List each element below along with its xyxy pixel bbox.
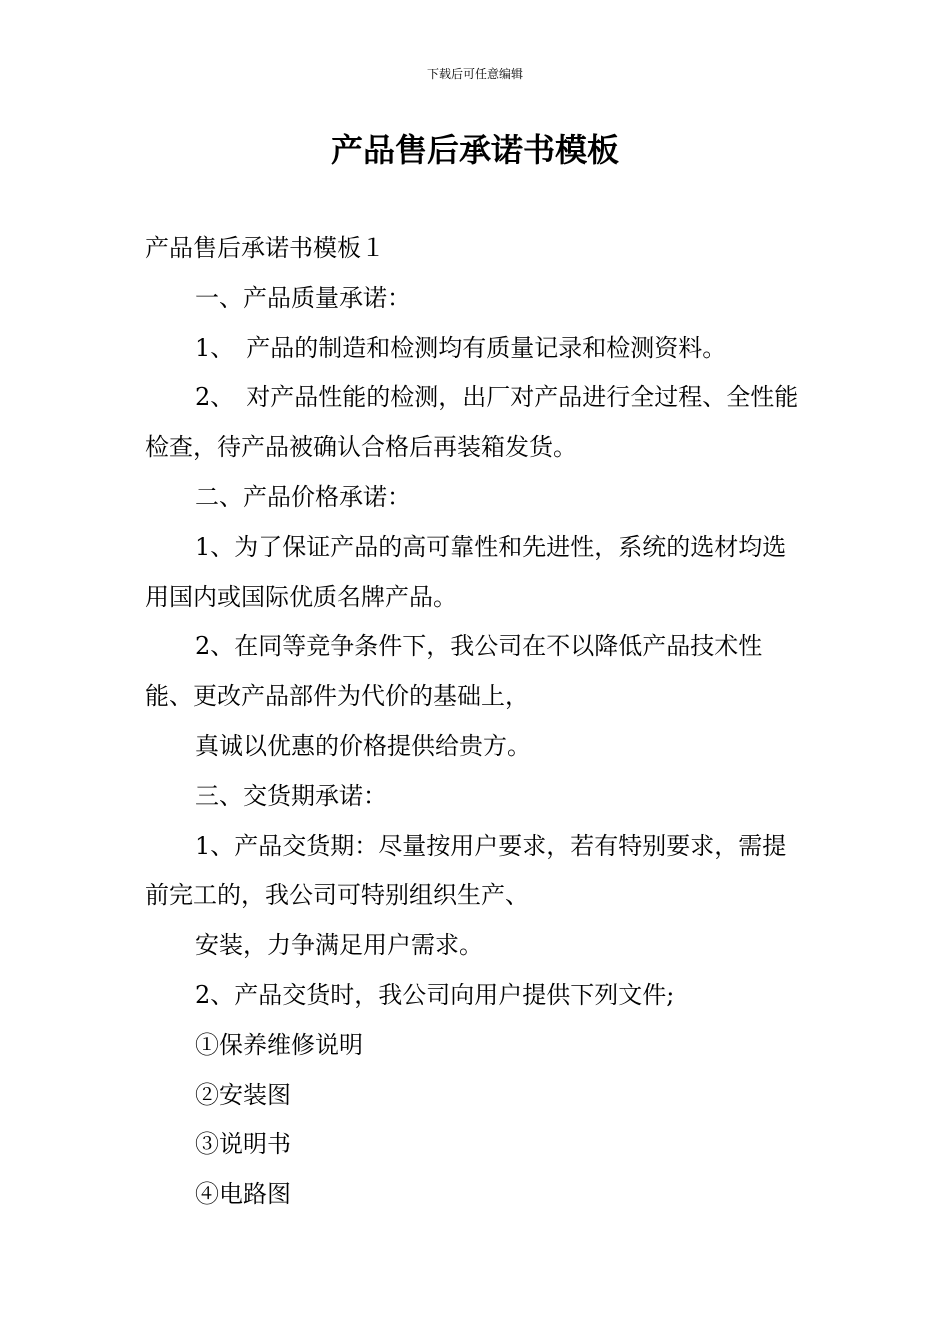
document-title: 产品售后承诺书模板 xyxy=(330,131,619,169)
paragraph: 2、在同等竞争条件下，我公司在不以降低产品技术性能、更改产品部件为代价的基础上， xyxy=(145,632,763,711)
paragraph: 真诚以优惠的价格提供给贵方。 xyxy=(195,731,531,760)
list-item: ①保养维修说明 xyxy=(195,1030,363,1059)
header-note: 下载后可任意编辑 xyxy=(426,67,523,81)
list-item: ③说明书 xyxy=(195,1130,291,1159)
subtitle-paragraph: 产品售后承诺书模板１ xyxy=(145,234,385,262)
paragraph: 2、 对产品性能的检测，出厂对产品进行全过程、全性能检查，待产品被确认合格后再装箱发货。 xyxy=(145,383,799,462)
list-item: ②安装图 xyxy=(195,1080,291,1109)
section-heading-delivery: 三、交货期承诺： xyxy=(195,781,387,810)
paragraph: 1、产品交货期：尽量按用户要求，若有特别要求，需提前完工的，我公司可特别组织生产、 xyxy=(145,831,787,910)
list-item: ④电路图 xyxy=(195,1180,291,1209)
paragraph: 安装，力争满足用户需求。 xyxy=(195,931,483,960)
section-heading-price: 二、产品价格承诺： xyxy=(195,482,411,511)
section-heading-quality: 一、产品质量承诺： xyxy=(195,283,411,312)
paragraph: 1、 产品的制造和检测均有质量记录和检测资料。 xyxy=(195,333,727,362)
document-body xyxy=(145,224,807,1220)
paragraph: 2、产品交货时，我公司向用户提供下列文件; xyxy=(195,980,675,1009)
paragraph: 1、为了保证产品的高可靠性和先进性，系统的选材均选用国内或国际优质名牌产品。 xyxy=(145,532,787,611)
